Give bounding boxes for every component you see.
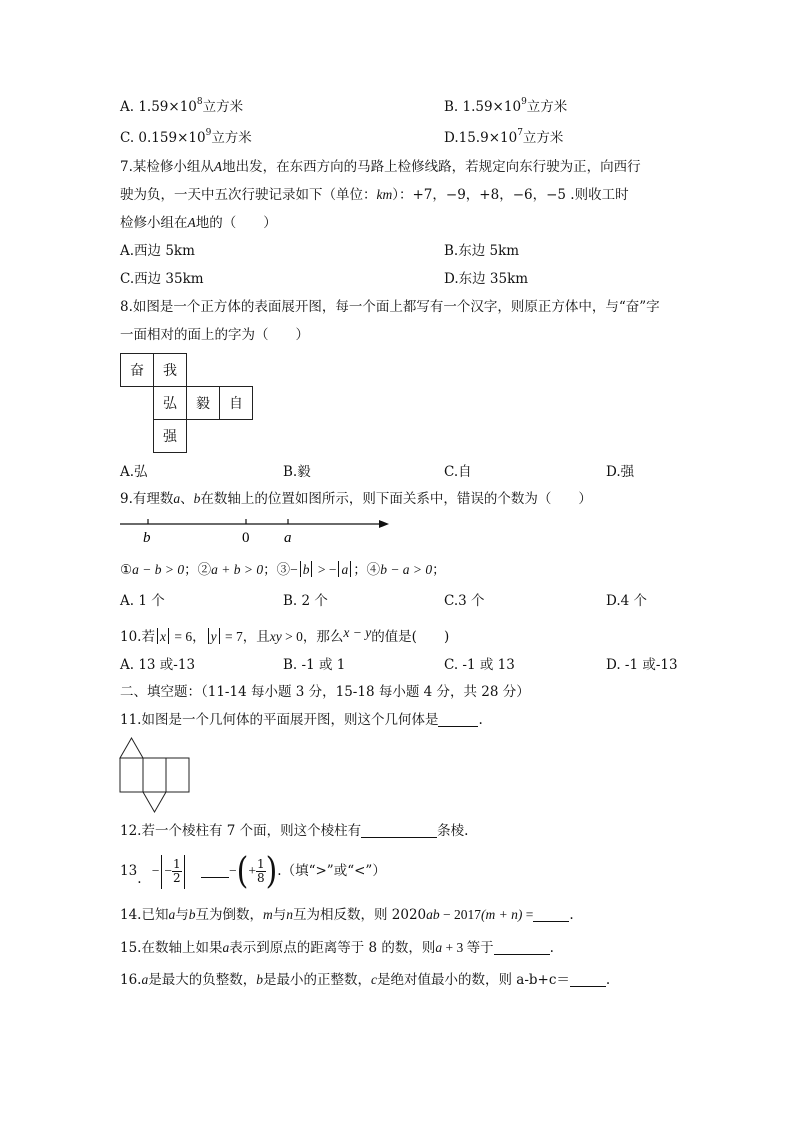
q6-option-b: B. $1.59\times 10^9$立方米 xyxy=(444,97,568,115)
q7-line-3: 检修小组在A地的（ ） xyxy=(120,215,277,231)
number-line-arrow-icon xyxy=(379,520,389,528)
q14-answer-blank[interactable] xyxy=(533,907,569,922)
cube-face-yi: 毅 xyxy=(186,386,220,420)
q8-line-1: 8.如图是一个正方体的表面展开图，每一个面上都写有一个汉字，则原正方体中，与“奋”字 xyxy=(120,299,660,315)
prism-net-face-2 xyxy=(143,758,166,792)
prism-net-top-triangle xyxy=(120,738,143,758)
q6-option-d: $D.15.9\times 10^7$立方米 xyxy=(444,128,564,146)
cube-face-zi: 自 xyxy=(219,386,253,420)
q9-line-1: 9.有理数a、b在数轴上的位置如图所示，则下面关系中，错误的个数为（ ） xyxy=(120,491,592,507)
axis-label-zero: 0 xyxy=(242,530,250,546)
cube-face-hong: 弘 xyxy=(153,386,187,420)
q9-relations: ①a − b > 0；②a + b > 0；③− b > − a ；④b − a > 0； xyxy=(120,562,446,578)
prism-net-bottom-triangle xyxy=(143,792,166,812)
cube-face-wo: 我 xyxy=(153,353,187,387)
section-fill-in-heading: 二、填空题：（11-14 每小题 3 分，15-18 每小题 4 分，共 28 分） xyxy=(120,684,530,700)
q9-option-c: C.3 个 xyxy=(444,593,485,609)
q7-line-2: 驶为负，一天中五次行驶记录如下（单位：km）：+7，−9，+8，−6，−5 .则收工时 xyxy=(120,187,629,203)
q9-option-a: A. 1 个 xyxy=(120,593,165,609)
cube-face-fen: 奋 xyxy=(120,353,154,387)
q9-option-d: D.4 个 xyxy=(606,593,648,609)
q15-answer-blank[interactable] xyxy=(494,940,550,955)
axis-label-b: b xyxy=(143,530,151,546)
axis-label-a: a xyxy=(284,530,292,546)
q7-option-d: D.东边 35km xyxy=(444,271,529,287)
q8-option-b: B.毅 xyxy=(283,464,311,480)
q15-stem: 15.在数轴上如果a表示到原点的距离等于 8 的数，则a + 3 等于 . xyxy=(120,940,554,956)
number-line-figure xyxy=(115,512,400,546)
prism-net-face-3 xyxy=(166,758,189,792)
q7-line-1: 7.某检修小组从A地出发，在东西方向的马路上检修线路，若规定向东行驶为正，向西行 xyxy=(120,159,641,175)
q7-option-b: B.东边 5km xyxy=(444,243,520,259)
prism-net-face-1 xyxy=(120,758,143,792)
fraction-one-half: $\frac{1}{2}$ xyxy=(173,857,181,885)
q12-stem: 12.若一个棱柱有 7 个面，则这个棱柱有 条棱. xyxy=(120,823,469,839)
q10-option-b: B. -1 或 1 xyxy=(283,657,346,673)
q7-option-c: C.西边 35km xyxy=(120,271,204,287)
q16-answer-blank[interactable] xyxy=(570,972,606,987)
q6-option-c: C. $0.159\times 10^9$立方米 xyxy=(120,128,252,146)
prism-net-figure xyxy=(118,734,193,816)
q13-answer-blank[interactable] xyxy=(201,863,229,878)
q10-option-c: C. -1 或 13 xyxy=(444,657,515,673)
cube-face-qiang: 强 xyxy=(153,419,187,453)
q6-option-a: A. $1.59\times 10^8$立方米 xyxy=(120,97,244,115)
q13-stem: 13. − − $\frac{1}{2}$ −(+ $\frac{1}{8}$ ).（填“>”或“<”） xyxy=(120,849,386,892)
q10-stem: 10.若 x = 6， y = 7，且xy > 0，那么x − y的值是( ) xyxy=(120,625,450,645)
q10-option-d: D. -1 或-13 xyxy=(606,657,678,673)
q11-stem: 11.如图是一个几何体的平面展开图，则这个几何体是 . xyxy=(120,712,483,728)
q8-option-d: D.强 xyxy=(606,464,635,480)
q9-option-b: B. 2 个 xyxy=(283,593,328,609)
q16-stem: 16.a是最大的负整数，b是最小的正整数，c是绝对值最小的数，则 a-b+c＝ . xyxy=(120,972,611,988)
q8-option-a: A.弘 xyxy=(120,464,148,480)
q10-option-a: A. 13 或-13 xyxy=(120,657,196,673)
q12-answer-blank[interactable] xyxy=(361,823,437,838)
q7-option-a: A.西边 5km xyxy=(120,243,195,259)
fraction-one-eighth: $\frac{1}{8}$ xyxy=(256,857,265,885)
q14-stem: 14.已知a与b互为倒数，m与n互为相反数，则 2020ab − 2017(m + n) = . xyxy=(120,907,574,923)
q8-option-c: C.自 xyxy=(444,464,472,480)
q8-line-2: 一面相对的面上的字为（ ） xyxy=(120,327,309,343)
q11-answer-blank[interactable] xyxy=(438,712,478,727)
